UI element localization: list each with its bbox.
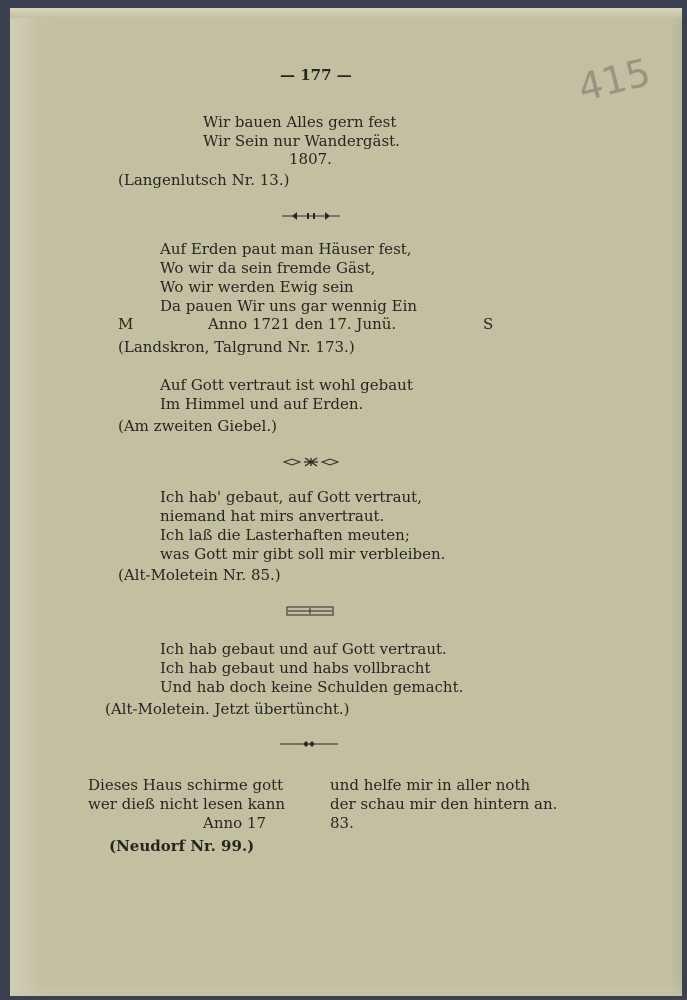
- source-note: (Am zweiten Giebel.): [118, 417, 277, 435]
- source-note: (Langenlutsch Nr. 13.): [118, 171, 290, 189]
- verse-line: Ich hab' gebaut, auf Gott vertraut,: [160, 488, 422, 506]
- source-note: (Landskron, Talgrund Nr. 173.): [118, 338, 355, 356]
- verse-line: Ich laß die Lasterhaften meuten;: [160, 526, 410, 544]
- verse-line: Auf Erden paut man Häuser fest,: [160, 240, 412, 258]
- year-line: 1807.: [289, 150, 332, 168]
- page-number: — 177 —: [280, 66, 352, 84]
- verse-line: Ich hab gebaut und habs vollbracht: [160, 659, 431, 677]
- source-note: (Alt-Moletein Nr. 85.): [118, 566, 281, 584]
- inscription-left-line: wer dieß nicht lesen kann: [88, 795, 286, 813]
- book-page: [10, 8, 682, 996]
- initial-right: S: [483, 315, 494, 333]
- verse-line: Im Himmel und auf Erden.: [160, 395, 364, 413]
- source-note: (Alt-Moletein. Jetzt übertüncht.): [105, 700, 350, 718]
- inscription-date: Anno 17: [203, 814, 267, 832]
- initial-left: M: [118, 315, 134, 333]
- verse-line: Wo wir da sein fremde Gäst,: [160, 259, 376, 277]
- inscription-date-continuation: 83.: [330, 814, 354, 832]
- page-edge: [10, 8, 682, 18]
- inscription-left-line: Dieses Haus schirme gott: [88, 776, 284, 794]
- verse-line: Ich hab gebaut und auf Gott vertraut.: [160, 640, 447, 658]
- ornament-divider: [280, 211, 342, 221]
- verse-line: Wo wir werden Ewig sein: [160, 278, 354, 296]
- inscription-right-line: und helfe mir in aller noth: [330, 776, 531, 794]
- inscription-right-line: der schau mir den hintern an.: [330, 795, 558, 813]
- verse-line: Wir bauen Alles gern fest: [203, 113, 397, 131]
- verse-line: Da pauen Wir uns gar wennig Ein: [160, 297, 418, 315]
- pencil-note: 415: [573, 49, 655, 111]
- ornament-divider: [286, 606, 348, 616]
- verse-line: niemand hat mirs anvertraut.: [160, 507, 385, 525]
- verse-line: Auf Gott vertraut ist wohl gebaut: [160, 376, 413, 394]
- verse-line: was Gott mir gibt soll mir verbleiben.: [160, 545, 446, 563]
- verse-line: Und hab doch keine Schulden gemacht.: [160, 678, 464, 696]
- date-line: Anno 1721 den 17. Junü.: [208, 315, 397, 333]
- verse-line: Wir Sein nur Wandergäst.: [203, 132, 400, 150]
- ornament-divider: [278, 739, 340, 749]
- source-note: (Neudorf Nr. 99.): [109, 837, 255, 855]
- ornament-divider: [280, 457, 342, 467]
